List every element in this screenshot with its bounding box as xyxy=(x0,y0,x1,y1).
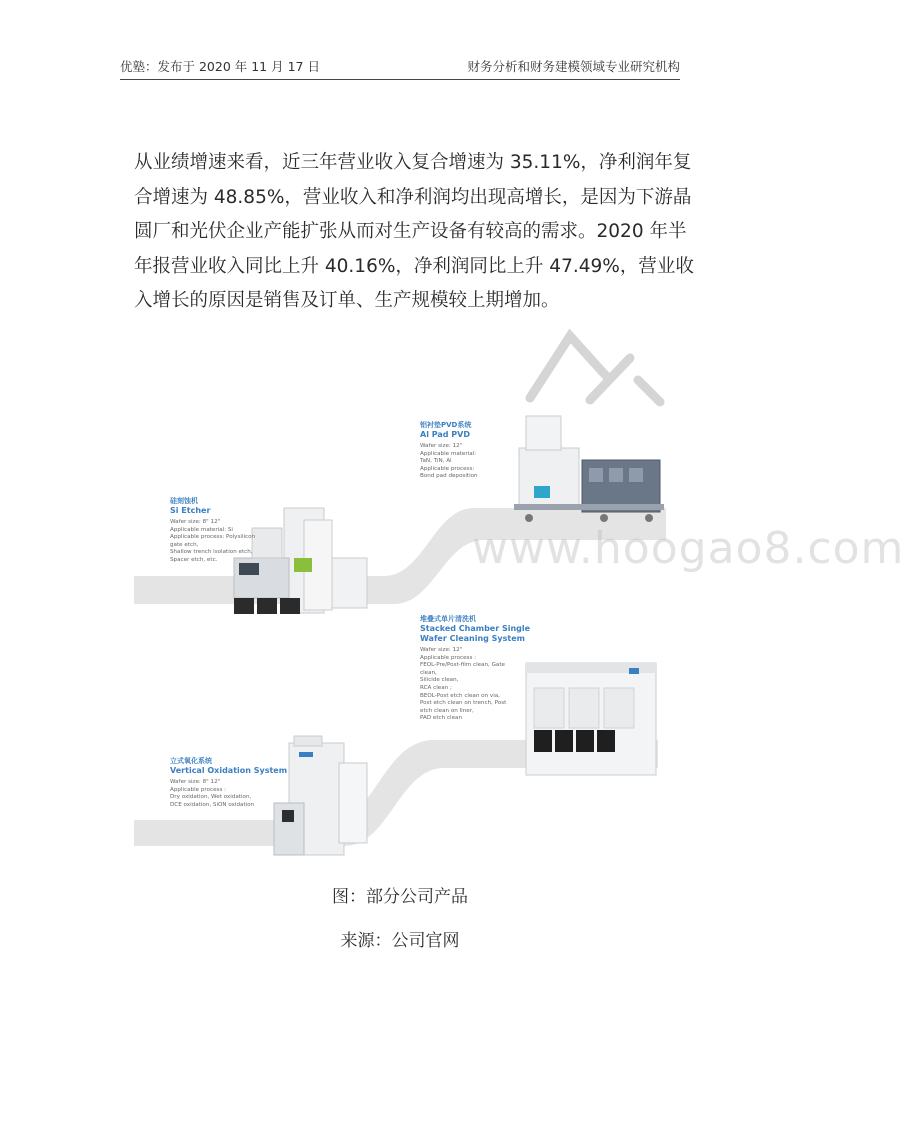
spec-line: Wafer size: 8" 12" xyxy=(170,779,221,785)
header-org: 财务分析和财务建模领域专业研究机构 xyxy=(467,59,680,74)
spec-line: Post etch clean on trench, Post xyxy=(420,700,507,707)
product-wafer-cleaning xyxy=(420,614,530,723)
figure-caption: 图：部分公司产品 xyxy=(332,887,468,907)
product-spec xyxy=(170,519,255,565)
product-vertical-oxidation xyxy=(170,756,287,809)
spec-line: Applicable material: Si xyxy=(170,526,233,533)
spec-line: FEOL-Pre/Post-film clean, Gate xyxy=(420,662,505,669)
spec-line: Silicide clean, xyxy=(420,677,459,684)
spec-line: Spacer etch, etc. xyxy=(170,556,218,563)
spec-line: gate etch, xyxy=(170,541,199,548)
paragraph-line: 从业绩增速来看，近三年营业收入复合增速为 35.11%，净利润年复 xyxy=(134,152,692,173)
header-date: 优塾：发布于 2020 年 11 月 17 日 xyxy=(120,59,320,74)
logo-watermark-fragment xyxy=(520,318,670,408)
paragraph-line: 入增长的原因是销售及订单、生产规模较上期增加。 xyxy=(134,290,560,311)
al-pad-pvd-machine xyxy=(514,416,664,522)
spec-line: DCE oxidation, SiON oxidation xyxy=(170,801,255,808)
spec-line: TaN, TiN, Al xyxy=(420,458,452,465)
spec-line: Shallow trench isolation etch, xyxy=(170,549,253,556)
page-header xyxy=(120,53,680,80)
spec-line: Applicable process: Polysilicon xyxy=(170,534,256,541)
product-en-title: Vertical Oxidation System xyxy=(170,766,288,775)
product-cn-title: 硅刻蚀机 xyxy=(170,497,198,505)
paragraph-line: 年报营业收入同比上升 40.16%，净利润同比上升 47.49%，营业收 xyxy=(134,255,694,277)
paragraph-line: 合增速为 48.85%，营业收入和净利润均出现高增长，是因为下游晶 xyxy=(134,186,692,208)
spec-line: Wafer size: 8" 12" xyxy=(170,519,221,525)
product-spec xyxy=(420,443,478,481)
body-paragraph xyxy=(134,146,694,319)
product-figure xyxy=(134,408,666,856)
spec-line: Applicable material: xyxy=(420,450,477,457)
product-en-title: Al Pad PVD xyxy=(420,430,470,439)
spec-line: Wafer size: 12" xyxy=(420,647,463,653)
spec-line: Bond pad deposition xyxy=(420,473,478,480)
product-cn-title: 立式氧化系统 xyxy=(170,757,212,765)
spec-line: Applicable process : xyxy=(170,786,227,793)
spec-line: Applicable process : xyxy=(420,654,477,661)
spec-line: Dry oxidation, Wet oxidation, xyxy=(170,794,252,801)
site-watermark: www.hoogao8.com xyxy=(472,523,904,574)
product-cn-title: 铝衬垫PVD系统 xyxy=(420,421,472,429)
product-spec xyxy=(420,647,530,723)
product-cn-title: 堆叠式单片清洗机 xyxy=(420,615,476,623)
product-si-etcher xyxy=(170,496,255,565)
spec-line: RCA clean ; xyxy=(420,684,452,691)
source-caption: 来源：公司官网 xyxy=(340,931,460,951)
spec-line: Applicable process: xyxy=(420,465,475,472)
spec-line: PAD etch clean xyxy=(420,715,463,722)
product-en-title: Stacked Chamber Single xyxy=(420,624,531,633)
vertical-oxidation-machine xyxy=(274,736,367,855)
product-en-title: Wafer Cleaning System xyxy=(420,634,525,643)
product-spec xyxy=(170,779,287,809)
spec-line: Wafer size: 12" xyxy=(420,443,463,449)
product-al-pad-pvd xyxy=(420,420,478,481)
paragraph-line: 圆厂和光伏企业产能扩张从而对生产设备有较高的需求。2020 年半 xyxy=(134,221,687,242)
spec-line: BEOL-Post etch clean on via, xyxy=(420,692,500,699)
spec-line: clean, xyxy=(420,669,437,676)
product-en-title: Si Etcher xyxy=(170,506,211,515)
wafer-cleaning-machine xyxy=(526,663,656,775)
spec-line: etch clean on liner, xyxy=(420,707,474,714)
